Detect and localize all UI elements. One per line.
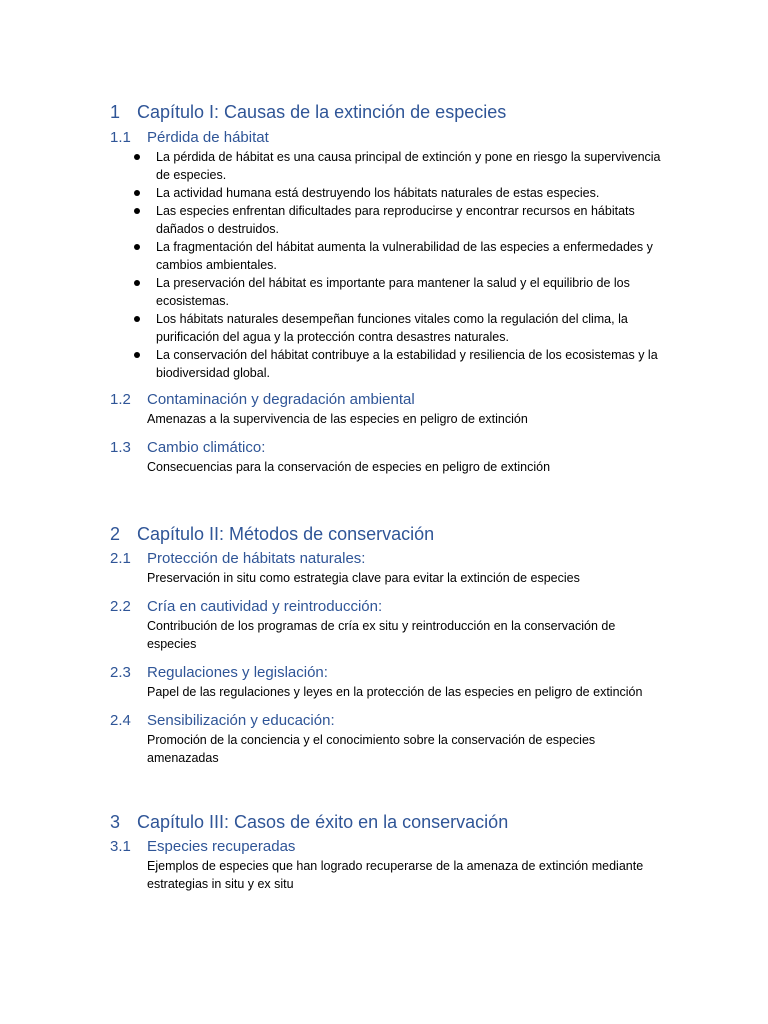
section-number: 3.1 <box>110 838 131 855</box>
section-heading <box>110 597 750 617</box>
section-title: Contaminación y degradación ambiental <box>147 391 415 408</box>
section-heading <box>110 711 750 731</box>
section-heading <box>110 390 750 410</box>
list-item-text: La fragmentación del hábitat aumenta la vulnerabilidad de las especies a enfermedades y cambios ambientales. <box>156 240 653 272</box>
section-body: Contribución de los programas de cría ex situ y reintroducción en la conservación de especies <box>147 619 616 651</box>
section-1-2 <box>110 390 750 428</box>
bullet-icon <box>134 190 140 196</box>
chapter-1 <box>110 101 750 476</box>
section-title: Sensibilización y educación: <box>147 712 335 729</box>
chapter-title: Capítulo I: Causas de la extinción de especies <box>137 102 507 122</box>
section-body: Preservación in situ como estrategia clave para evitar la extinción de especies <box>147 571 580 585</box>
list-item <box>134 148 664 184</box>
chapter-heading <box>110 101 750 123</box>
list-item <box>134 202 664 238</box>
section-heading <box>110 663 750 683</box>
list-item-text: La conservación del hábitat contribuye a la estabilidad y resiliencia de los ecosistemas y la biodiversidad global. <box>156 348 658 380</box>
section-title: Pérdida de hábitat <box>147 129 269 146</box>
section-heading <box>110 837 750 857</box>
section-number: 1.3 <box>110 439 131 456</box>
section-number: 1.1 <box>110 129 131 146</box>
section-1-1 <box>110 128 750 382</box>
bullet-icon <box>134 280 140 286</box>
section-body: Amenazas a la supervivencia de las especies en peligro de extinción <box>147 412 528 426</box>
bullet-list <box>134 148 664 382</box>
section-title: Regulaciones y legislación: <box>147 664 328 681</box>
list-item-text: La pérdida de hábitat es una causa principal de extinción y pone en riesgo la supervivencia de especies. <box>156 150 661 182</box>
section-3-1 <box>110 837 750 893</box>
list-item-text: Las especies enfrentan dificultades para reproducirse y encontrar recursos en hábitats dañados o destruidos. <box>156 204 635 236</box>
section-2-4 <box>110 711 750 767</box>
section-heading <box>110 438 750 458</box>
chapter-heading <box>110 523 750 545</box>
bullet-icon <box>134 208 140 214</box>
chapter-number: 1 <box>110 102 121 122</box>
list-item <box>134 184 664 202</box>
section-body: Consecuencias para la conservación de especies en peligro de extinción <box>147 460 551 474</box>
list-item-text: La preservación del hábitat es importante para mantener la salud y el equilibrio de los ecosistemas. <box>156 276 630 308</box>
section-2-3 <box>110 663 750 701</box>
chapter-number: 2 <box>110 524 121 544</box>
list-item <box>134 274 664 310</box>
bullet-icon <box>134 316 140 322</box>
bullet-icon <box>134 154 140 160</box>
chapter-title: Capítulo III: Casos de éxito en la conservación <box>137 812 509 832</box>
section-title: Cambio climático: <box>147 439 266 456</box>
section-body: Papel de las regulaciones y leyes en la protección de las especies en peligro de extinción <box>147 685 643 699</box>
section-title: Cría en cautividad y reintroducción: <box>147 598 383 615</box>
bullet-icon <box>134 244 140 250</box>
chapter-3 <box>110 811 750 893</box>
chapter-2 <box>110 523 750 767</box>
list-item <box>134 310 664 346</box>
section-number: 2.4 <box>110 712 131 729</box>
section-number: 2.2 <box>110 598 131 615</box>
chapter-heading <box>110 811 750 833</box>
section-2-2 <box>110 597 750 653</box>
section-heading <box>110 549 750 569</box>
section-2-1 <box>110 549 750 587</box>
list-item-text: Los hábitats naturales desempeñan funciones vitales como la regulación del clima, la purificación del agua y la protección contra desastres naturales. <box>156 312 628 344</box>
section-number: 2.1 <box>110 550 131 567</box>
section-title: Especies recuperadas <box>147 838 296 855</box>
section-heading <box>110 128 750 148</box>
section-body: Ejemplos de especies que han logrado recuperarse de la amenaza de extinción mediante estrategias in situ y ex situ <box>147 859 644 891</box>
list-item <box>134 238 664 274</box>
list-item <box>134 346 664 382</box>
section-body: Promoción de la conciencia y el conocimiento sobre la conservación de especies amenazadas <box>147 733 596 765</box>
list-item-text: La actividad humana está destruyendo los hábitats naturales de estas especies. <box>156 186 600 200</box>
section-1-3 <box>110 438 750 476</box>
section-number: 2.3 <box>110 664 131 681</box>
section-title: Protección de hábitats naturales: <box>147 550 366 567</box>
chapter-number: 3 <box>110 812 121 832</box>
bullet-icon <box>134 352 140 358</box>
section-number: 1.2 <box>110 391 131 408</box>
chapter-title: Capítulo II: Métodos de conservación <box>137 524 435 544</box>
